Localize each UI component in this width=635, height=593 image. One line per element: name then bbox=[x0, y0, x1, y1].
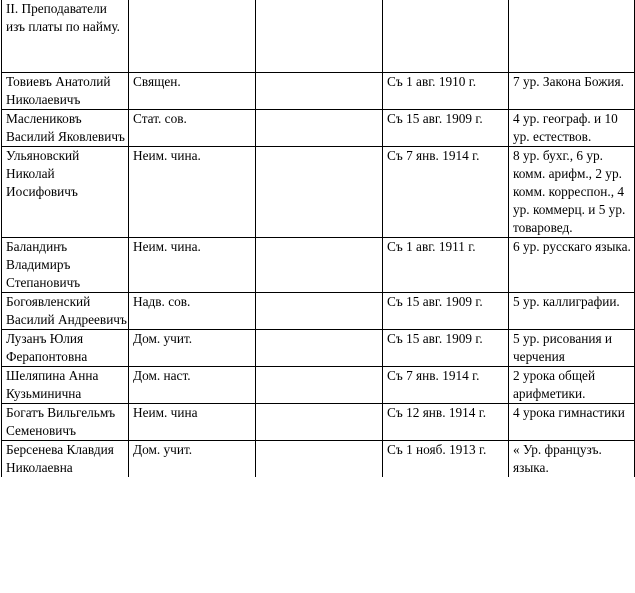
start-date-cell: Съ 7 янв. 1914 г. bbox=[383, 367, 509, 404]
teacher-name-cell: Ульяновский Николай Иосифовичъ bbox=[2, 147, 129, 238]
empty-cell bbox=[256, 73, 383, 110]
section-heading-cell: II. Преподаватели изъ платы по найму. bbox=[2, 0, 129, 73]
teacher-name-cell: Берсенева Клавдия Николаевна bbox=[2, 441, 129, 478]
rank-cell: Дом. наст. bbox=[129, 367, 256, 404]
empty-cell bbox=[129, 0, 256, 73]
teacher-name-cell: Богоявленский Василий Андреевичъ bbox=[2, 293, 129, 330]
section-heading-row bbox=[2, 0, 635, 73]
lessons-cell: 7 ур. Закона Божия. bbox=[509, 73, 635, 110]
table-row bbox=[2, 367, 635, 404]
lessons-cell: 5 ур. рисования и черчения bbox=[509, 330, 635, 367]
table-row bbox=[2, 441, 635, 478]
empty-cell bbox=[256, 110, 383, 147]
lessons-cell: 5 ур. каллиграфии. bbox=[509, 293, 635, 330]
table-row bbox=[2, 73, 635, 110]
empty-cell bbox=[256, 293, 383, 330]
start-date-cell: Съ 1 авг. 1910 г. bbox=[383, 73, 509, 110]
empty-cell bbox=[256, 0, 383, 73]
table-row bbox=[2, 330, 635, 367]
lessons-cell: 4 урока гимнастики bbox=[509, 404, 635, 441]
start-date-cell: Съ 15 авг. 1909 г. bbox=[383, 330, 509, 367]
table-row bbox=[2, 293, 635, 330]
rank-cell: Надв. сов. bbox=[129, 293, 256, 330]
table-row bbox=[2, 238, 635, 293]
start-date-cell: Съ 7 янв. 1914 г. bbox=[383, 147, 509, 238]
table-row bbox=[2, 404, 635, 441]
teacher-name-cell: Баландинъ Владимиръ Степановичъ bbox=[2, 238, 129, 293]
table-row bbox=[2, 110, 635, 147]
rank-cell: Дом. учит. bbox=[129, 441, 256, 478]
empty-cell bbox=[509, 0, 635, 73]
empty-cell bbox=[256, 238, 383, 293]
rank-cell: Дом. учит. bbox=[129, 330, 256, 367]
empty-cell bbox=[256, 147, 383, 238]
lessons-cell: 8 ур. бухг., 6 ур. комм. арифм., 2 ур. комм. корреспон., 4 ур. коммерц. и 5 ур. товаровед. bbox=[509, 147, 635, 238]
teacher-name-cell: Богатъ Вильгельмъ Семеновичъ bbox=[2, 404, 129, 441]
empty-cell bbox=[383, 0, 509, 73]
start-date-cell: Съ 15 авг. 1909 г. bbox=[383, 293, 509, 330]
rank-cell: Стат. сов. bbox=[129, 110, 256, 147]
lessons-cell: « Ур. французъ. языка. bbox=[509, 441, 635, 478]
empty-cell bbox=[256, 441, 383, 478]
start-date-cell: Съ 1 авг. 1911 г. bbox=[383, 238, 509, 293]
rank-cell: Неим. чина. bbox=[129, 238, 256, 293]
teacher-name-cell: Лузанъ Юлия Ферапонтовна bbox=[2, 330, 129, 367]
start-date-cell: Съ 12 янв. 1914 г. bbox=[383, 404, 509, 441]
empty-cell bbox=[256, 404, 383, 441]
rank-cell: Неим. чина bbox=[129, 404, 256, 441]
empty-cell bbox=[256, 367, 383, 404]
rank-cell: Неим. чина. bbox=[129, 147, 256, 238]
rank-cell: Священ. bbox=[129, 73, 256, 110]
table-row bbox=[2, 147, 635, 238]
teacher-name-cell: Маслениковъ Василий Яковлевичъ bbox=[2, 110, 129, 147]
start-date-cell: Съ 1 нояб. 1913 г. bbox=[383, 441, 509, 478]
lessons-cell: 2 урока общей арифметики. bbox=[509, 367, 635, 404]
teacher-name-cell: Товиевъ Анатолий Николаевичъ bbox=[2, 73, 129, 110]
lessons-cell: 6 ур. русскаго языка. bbox=[509, 238, 635, 293]
start-date-cell: Съ 15 авг. 1909 г. bbox=[383, 110, 509, 147]
teacher-name-cell: Шеляпина Анна Кузьминична bbox=[2, 367, 129, 404]
lessons-cell: 4 ур. географ. и 10 ур. естествов. bbox=[509, 110, 635, 147]
staff-table-body bbox=[2, 0, 635, 477]
empty-cell bbox=[256, 330, 383, 367]
staff-table bbox=[1, 0, 635, 477]
